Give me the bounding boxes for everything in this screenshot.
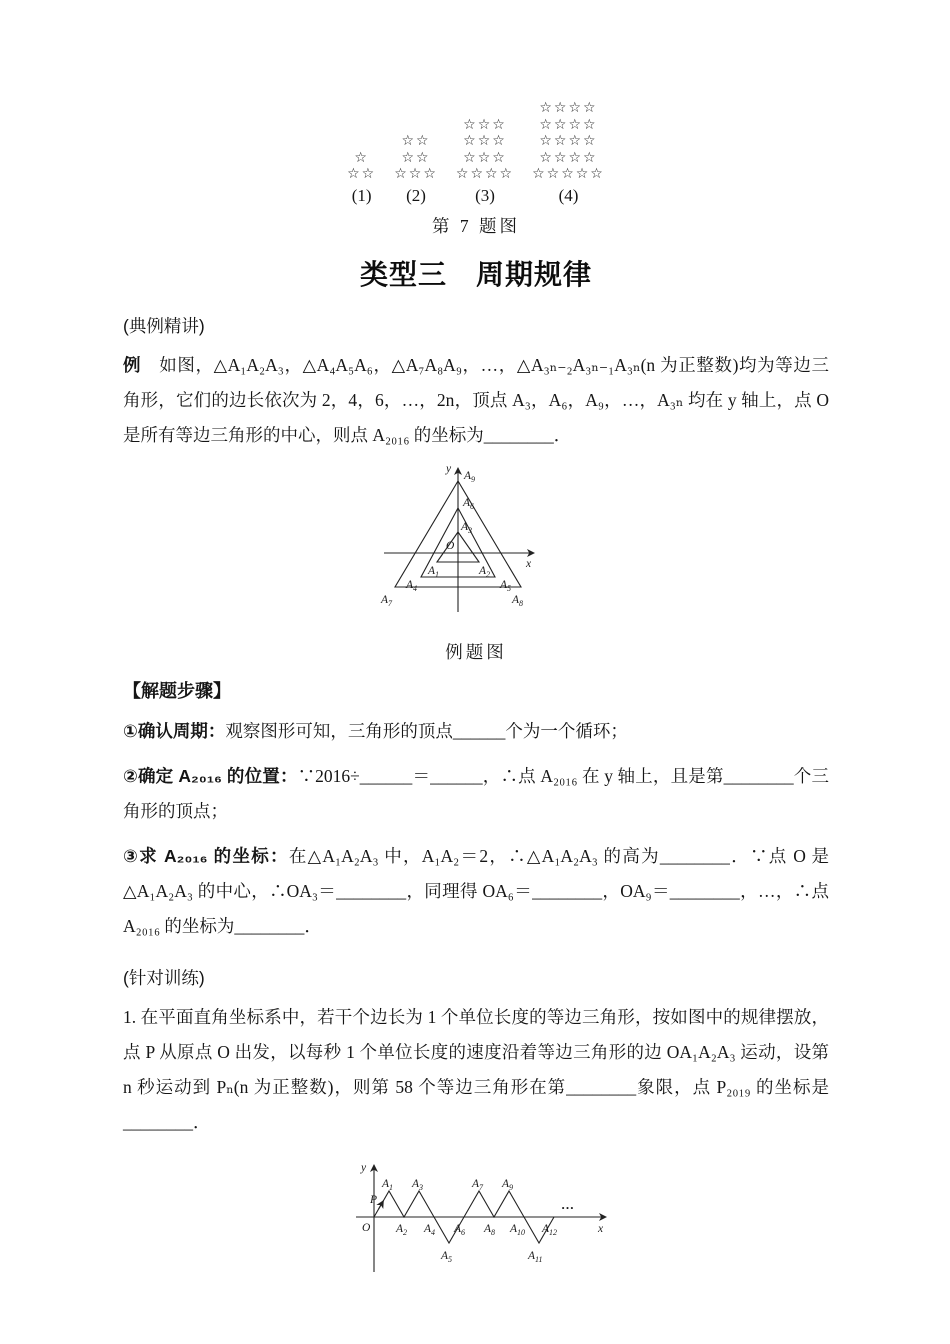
star-group-label: (4) (558, 185, 579, 205)
practice-paragraph (123, 1000, 829, 1140)
star-row: ☆☆ (401, 149, 431, 166)
example-text: 如图，△A₁A₂A₃，△A₄A₅A₆，△A₇A₈A₉，…，△A₃ₙ₋₂A₃ₙ₋₁A₃ₙ(n 为正整数)均为等边三角形，它们的边长依次为 2，4，6，…，2n，顶点 A₃，A₆，A₉，…，A₃ₙ 均在 y 轴上，点 O 是所有等边三角形的中心，则点 A₂₀₁₆ 的坐标为________． (123, 354, 830, 445)
star-group-label: (1) (351, 185, 372, 205)
stars-figure-caption: 第 7 题图 (432, 215, 520, 236)
star-row: ☆☆☆☆ (539, 149, 598, 166)
step-2-text: ∵2016÷______＝______，∴点 A₂₀₁₆ 在 y 轴上，且是第________个三角形的顶点； (123, 765, 829, 821)
vertex-label-a3: $A_3$ (461, 520, 473, 535)
star-group (456, 117, 514, 206)
practice-text: 1. 在平面直角坐标系中，若干个边长为 1 个单位长度的等边三角形，按如图中的规律摆放，点 P 从原点 O 出发，以每秒 1 个单位长度的速度沿着等边三角形的边 OA₁A₂A₃ 运动，设第 n 秒运动到 Pₙ(n 为正整数)，则第 58 个等边三角形在第________象限，点 P₂₀₁₉ 的坐标是________． (123, 1006, 829, 1132)
step-3 (123, 839, 829, 944)
example-paragraph (123, 348, 829, 453)
star-row: ☆☆ (347, 166, 377, 182)
stars-figure (123, 100, 829, 238)
star-row: ☆☆☆☆☆ (532, 166, 605, 182)
steps-header: 【解题步骤】 (123, 680, 231, 701)
vertex-label-a1: $A_1$ (382, 1177, 394, 1192)
star-group-label: (2) (406, 185, 426, 205)
vertex-label-a7: $A_7$ (472, 1177, 484, 1192)
example-tag: (典例精讲) (123, 315, 205, 336)
step-3-lead: ③求 A₂₀₁₆ 的坐标： (123, 845, 289, 866)
star-row: ☆☆☆☆ (539, 100, 598, 116)
x-axis-label: x (526, 557, 532, 570)
vertex-label-a5: $A_5$ (500, 578, 512, 593)
vertex-label-a3: $A_3$ (412, 1177, 424, 1192)
step-1 (123, 714, 829, 749)
vertex-label-a9: $A_9$ (464, 469, 476, 484)
practice-tag: (针对训练) (123, 967, 205, 988)
example-figure (123, 459, 829, 664)
star-row: ☆☆☆ (463, 133, 507, 149)
y-axis-label: y (361, 1161, 367, 1174)
vertex-label-a6: $A_6$ (454, 1222, 466, 1237)
vertex-label-a4: $A_4$ (406, 578, 418, 593)
star-row: ☆☆☆☆ (539, 133, 598, 149)
step-1-lead: ①确认周期： (123, 720, 226, 741)
vertex-label-a12: $A_{12}$ (542, 1222, 558, 1237)
origin-label: O (362, 1221, 371, 1234)
step-2 (123, 759, 829, 829)
vertex-label-a11: $A_{11}$ (528, 1249, 543, 1264)
vertex-label-a10: $A_{10}$ (510, 1222, 526, 1237)
y-axis-label: y (446, 462, 452, 475)
example-figure-caption: 例题图 (445, 641, 507, 662)
star-row: ☆☆☆ (463, 116, 507, 133)
vertex-label-a8: $A_8$ (484, 1222, 496, 1237)
example-lead: 例 (123, 354, 142, 375)
vertex-label-a1: $A_1$ (428, 564, 440, 579)
star-row: ☆ (354, 149, 369, 166)
vertex-label-a2: $A_2$ (396, 1222, 408, 1237)
vertex-label-a2: $A_2$ (479, 564, 491, 579)
star-row: ☆☆ (401, 133, 431, 149)
star-row: ☆☆☆ (394, 166, 438, 182)
point-p-label: P (370, 1193, 378, 1206)
practice-figure (123, 1156, 829, 1286)
star-group (347, 150, 376, 206)
stars-figure-groups (123, 100, 829, 206)
star-row: ☆☆☆ (463, 149, 507, 166)
vertex-label-a9: $A_9$ (502, 1177, 514, 1192)
vertex-label-a6: $A_6$ (463, 496, 475, 511)
x-axis-label: x (598, 1222, 604, 1235)
star-group (532, 100, 605, 206)
star-group (394, 133, 438, 206)
origin-label: O (446, 539, 455, 552)
vertex-label-a5: $A_5$ (441, 1249, 453, 1264)
section-title: 类型三 周期规律 (359, 258, 592, 290)
ellipsis: … (561, 1196, 575, 1212)
step-2-lead: ②确定 A₂₀₁₆ 的位置： (123, 765, 298, 786)
star-row: ☆☆☆☆ (455, 166, 515, 182)
zigzag-triangles-figure (336, 1156, 616, 1281)
vertex-label-a4: $A_4$ (424, 1222, 436, 1237)
step-3-text: 在△A₁A₂A₃ 中，A₁A₂＝2，∴△A₁A₂A₃ 的高为________．∵点 O 是△A₁A₂A₃ 的中心，∴OA₃＝________，同理得 OA₆＝________，OA₉＝________，…，∴点 A₂₀₁₆ 的坐标为________． (123, 845, 830, 936)
vertex-label-a8: $A_8$ (512, 593, 524, 608)
figure2-labels (360, 1162, 604, 1264)
step-1-text: 观察图形可知，三角形的顶点______个为一个循环； (225, 720, 628, 741)
star-group-label: (3) (475, 185, 495, 205)
vertex-label-a7: $A_7$ (381, 593, 393, 608)
point-p-direction-arrow (379, 1200, 384, 1208)
star-row: ☆☆☆☆ (539, 116, 598, 133)
nested-triangles-figure (376, 459, 576, 627)
